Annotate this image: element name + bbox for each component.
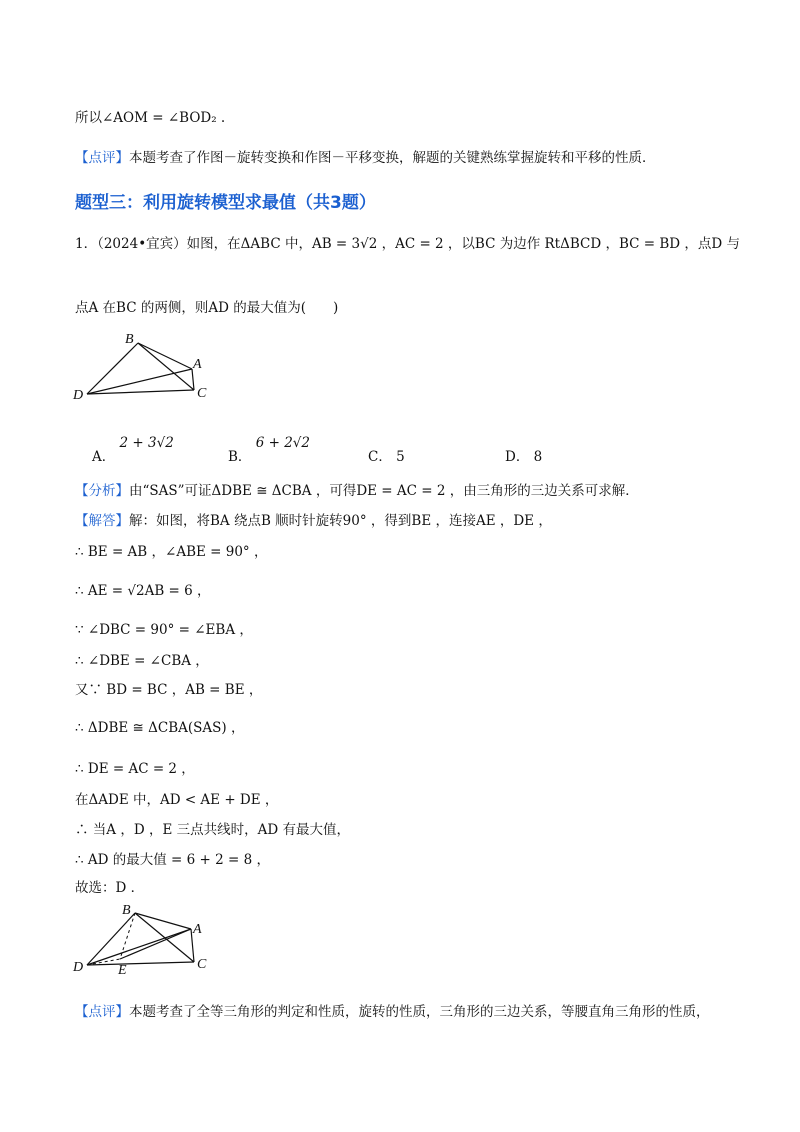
option-value: 6 + 2√2 [255,435,310,451]
solution-line: 在ΔADE 中，AD < AE + DE ， [75,792,279,808]
solution-tag: 【解答】 [75,513,129,529]
solution-line: ∴ AD 的最大值 = 6 + 2 = 8 ， [75,852,270,868]
analysis-text: 由“SAS”可证ΔDBE ≅ ΔCBA ，可得DE = AC = 2 ，由三角形的三边关系可求解． [129,483,639,499]
problem-stem-line2: 点A 在BC 的两侧，则AD 的最大值为( ) [75,300,339,316]
option-value: 2 + 3√2 [119,435,174,451]
problem-figure [65,328,225,408]
section-title: 题型三：利用旋转模型求最值（共3题） [75,193,376,213]
solution-line: ∵ ∠DBC = 90° = ∠EBA ， [75,622,253,638]
review-tag: 【点评】 [75,150,129,166]
figure-label: C [197,957,207,972]
option-d [505,445,542,465]
solution-line: 又∵ BD = BC ，AB = BE ， [75,682,263,698]
option-value: 5 [396,449,405,465]
figure-label: A [193,357,202,372]
solution-line [75,511,552,531]
figure-label: B [125,332,134,347]
solution-text: 解：如图，将BA 绕点B 顺时针旋转90° ，得到BE ，连接AE ，DE ， [129,513,552,529]
figure-label: A [193,922,202,937]
option-value: 8 [533,449,543,465]
review-text: 本题考查了全等三角形的判定和性质，旋转的性质，三角形的三边关系，等腰直角三角形的性质， [129,1004,710,1020]
analysis-tag: 【分析】 [75,483,129,499]
solution-line: ∴ BE = AB ，∠ABE = 90° ， [75,544,268,560]
review-paragraph [75,148,656,168]
figure-label: C [197,386,207,401]
review-tag: 【点评】 [75,1004,129,1020]
text-line: 所以∠AOM = ∠BOD₂ . [75,110,226,126]
option-a [92,435,174,465]
solution-line: ∴ ΔDBE ≅ ΔCBA(SAS) ， [75,720,245,736]
solution-line: ∴ AE = √2AB = 6 ， [75,583,211,599]
figure-label: B [122,903,131,918]
analysis-paragraph [75,481,639,501]
bottom-review-paragraph [75,1002,710,1022]
review-text: 本题考查了作图－旋转变换和作图－平移变换，解题的关键熟练掌握旋转和平移的性质． [129,150,656,166]
figure-label: D [73,388,84,403]
option-b [228,435,310,465]
solution-line: ∴ 当A ，D ，E 三点共线时，AD 有最大值， [75,822,350,838]
option-letter: C． [368,449,392,465]
figure-label: E [118,963,127,978]
solution-line: ∴ DE = AC = 2 ， [75,761,195,777]
problem-stem-line1: 1．（2024•宜宾）如图，在ΔABC 中，AB = 3√2 ，AC = 2 ，以BC 为边作 RtΔBCD ，BC = BD ，点D 与 [75,236,741,252]
option-letter: D． [505,449,530,465]
option-c [368,445,405,465]
option-letter: A． [92,449,116,465]
solution-line: 故选：D ． [75,880,145,896]
figure-label: D [73,960,84,975]
solution-line: ∴ ∠DBE = ∠CBA ， [75,653,209,669]
solution-figure [65,898,225,980]
option-letter: B． [228,449,252,465]
